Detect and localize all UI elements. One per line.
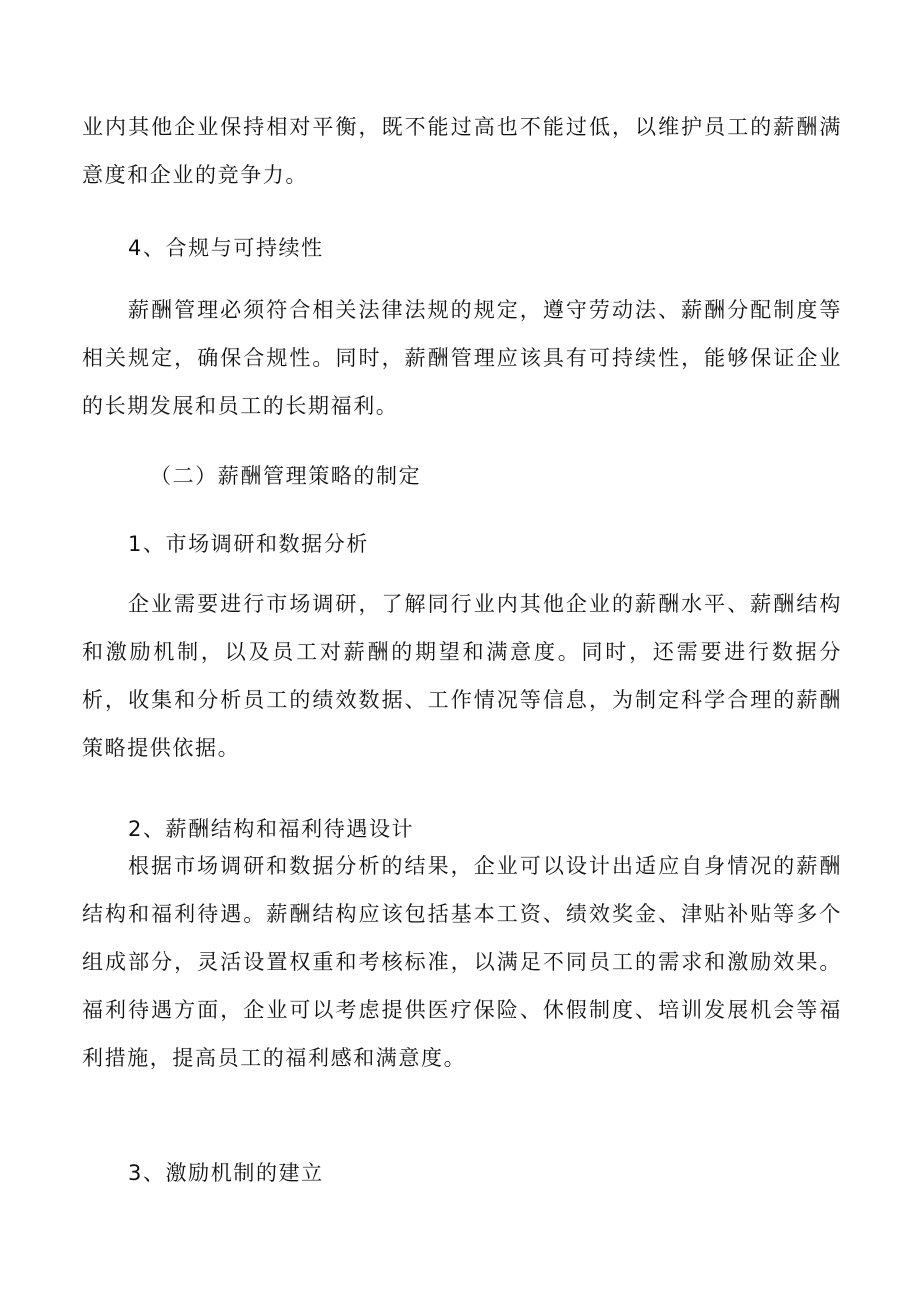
paragraph-compliance: 薪酬管理必须符合相关法律法规的规定，遵守劳动法、薪酬分配制度等相关规定，确保合规性。同时，薪酬管理应该具有可持续性，能够保证企业的长期发展和员工的长期福利。 [82, 298, 842, 418]
heading-compliance: 4、合规与可持续性 [128, 236, 324, 260]
paragraph-market-research: 企业需要进行市场调研，了解同行业内其他企业的薪酬水平、薪酬结构和激励机制，以及员工对薪酬的期望和满意度。同时，还需要进行数据分析，收集和分析员工的绩效数据、工作情况等信息，为制定科学合理的薪酬策略提供依据。 [82, 592, 842, 760]
section-title: （二）薪酬管理策略的制定 [150, 464, 422, 488]
heading-incentive-mechanism: 3、激励机制的建立 [128, 1161, 324, 1185]
heading-market-research: 1、市场调研和数据分析 [128, 532, 369, 556]
paragraph-salary-structure: 根据市场调研和数据分析的结果，企业可以设计出适应自身情况的薪酬结构和福利待遇。薪酬结构应该包括基本工资、绩效奖金、津贴补贴等多个组成部分，灵活设置权重和考核标准，以满足不同员工的需求和激励效果。福利待遇方面，企业可以考虑提供医疗保险、休假制度、培训发展机会等福利措施，提高员工的福利感和满意度。 [82, 854, 842, 1070]
paragraph-continuation: 业内其他企业保持相对平衡，既不能过高也不能过低，以维护员工的薪酬满意度和企业的竞争力。 [82, 115, 842, 187]
heading-salary-structure: 2、薪酬结构和福利待遇设计 [128, 817, 415, 841]
